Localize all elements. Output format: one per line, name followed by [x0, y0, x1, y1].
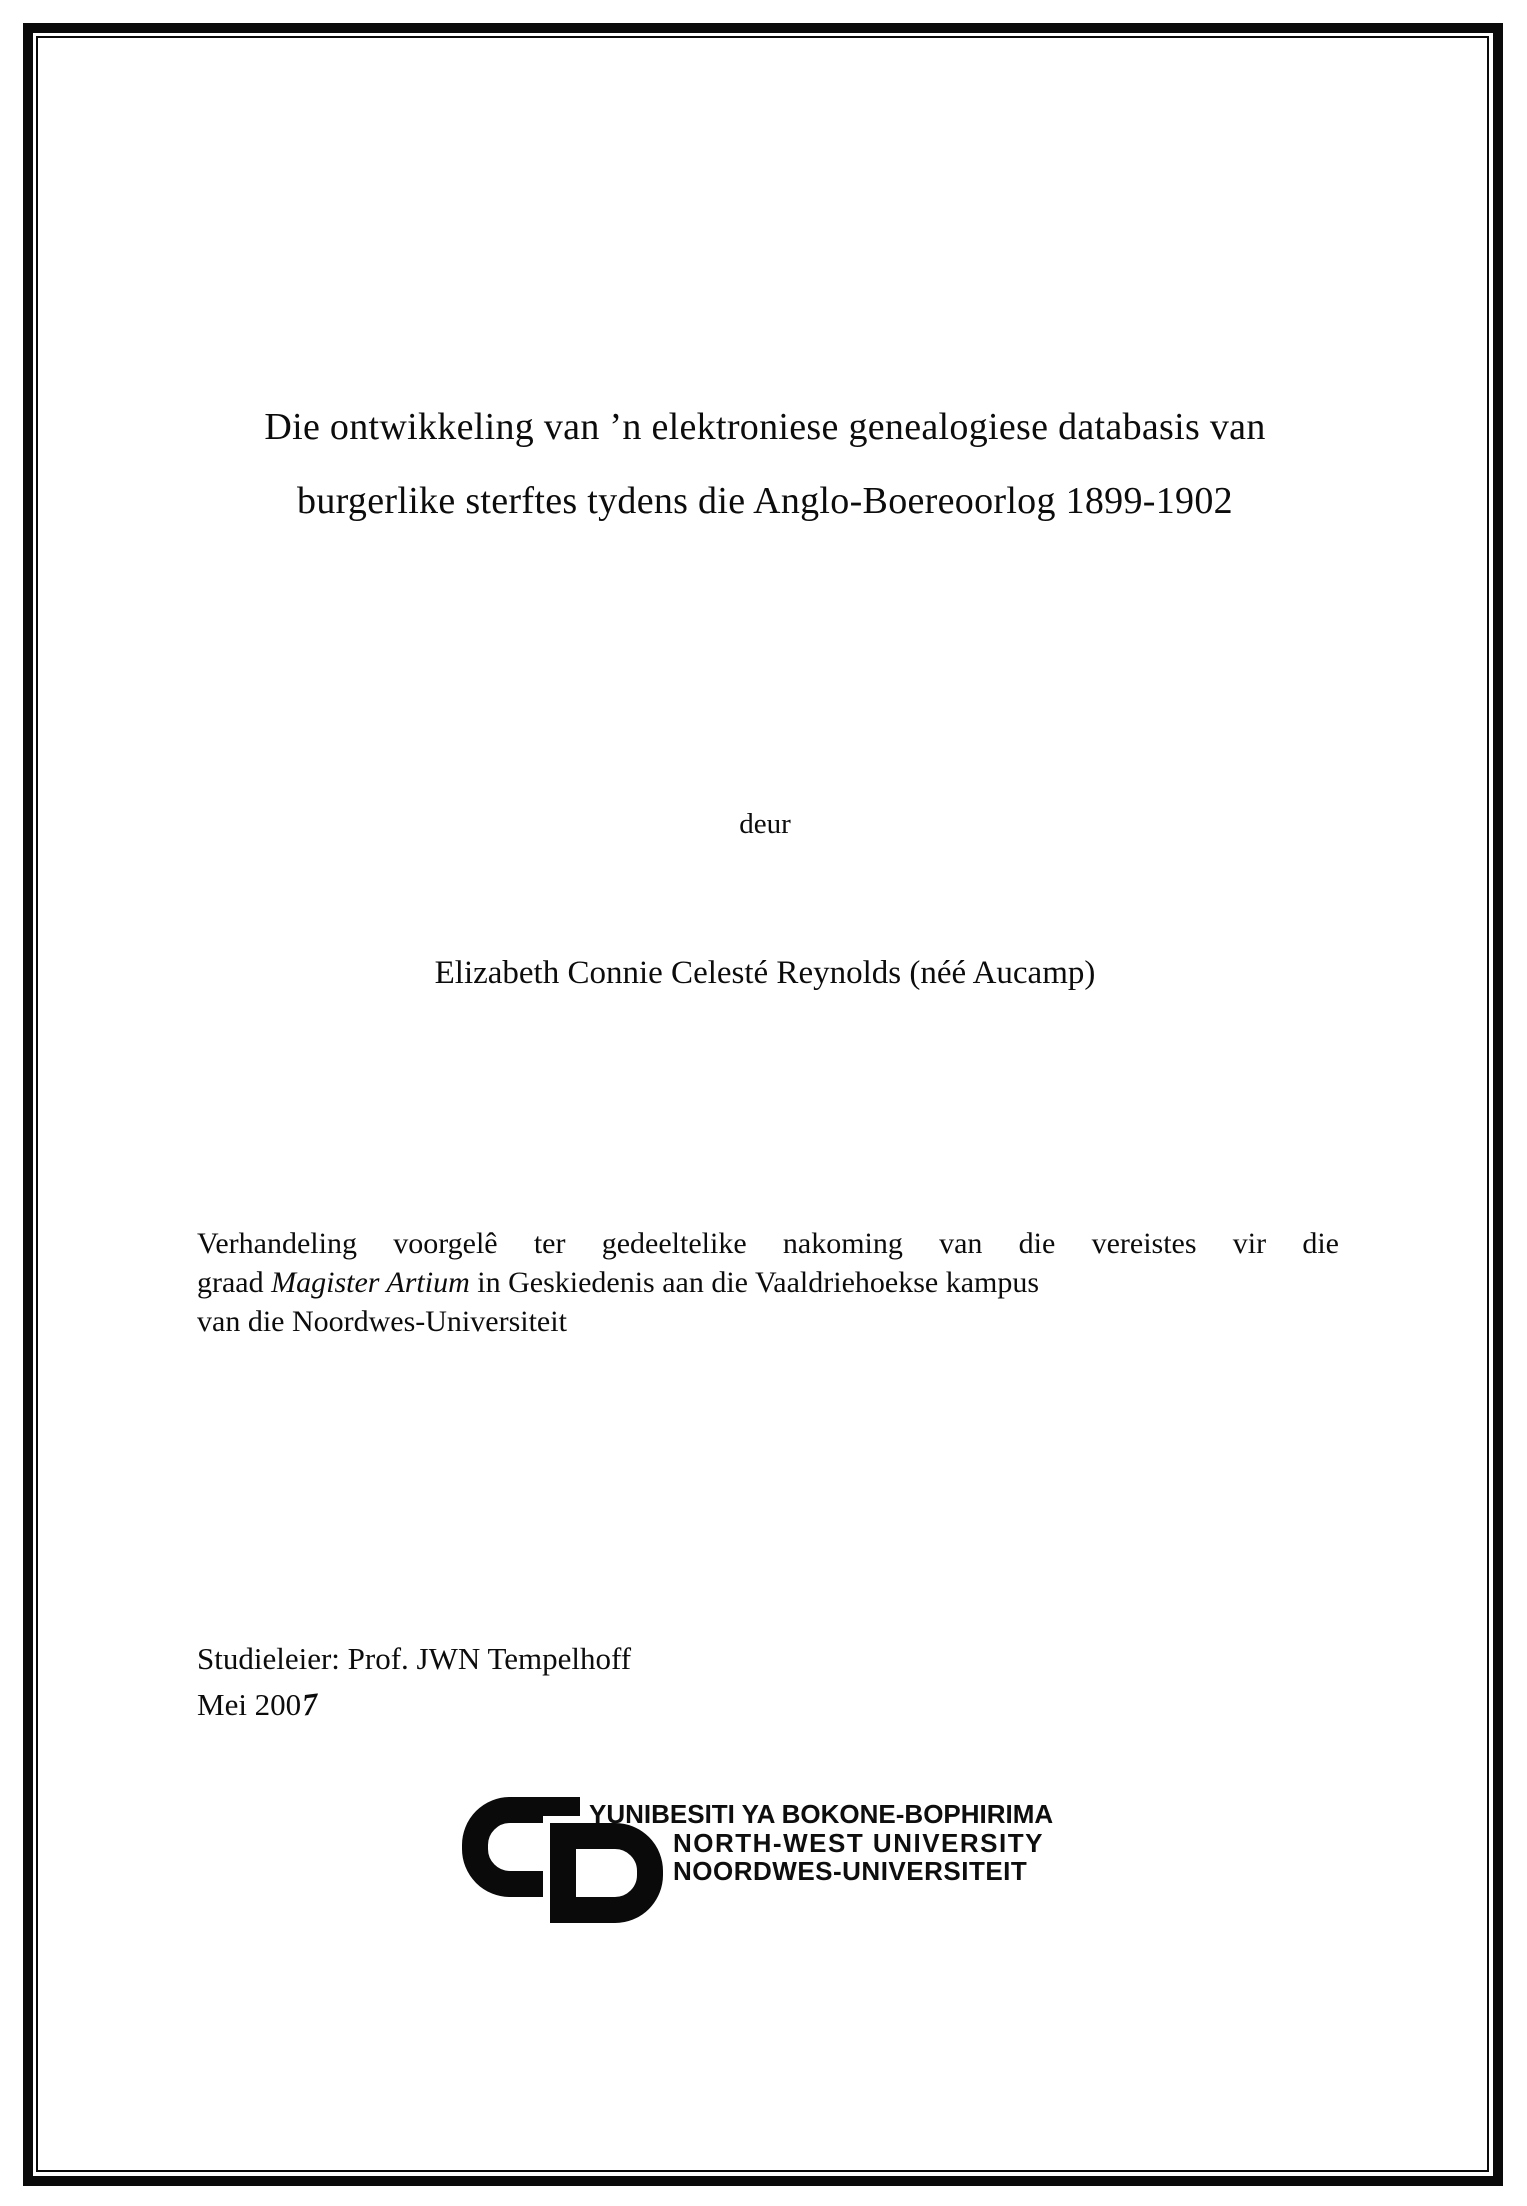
thesis-title-line-2: burgerlike sterftes tydens die Anglo-Boereoorlog 1899-1902 [297, 480, 1233, 522]
logo-line-english: NORTH-WEST UNIVERSITY [673, 1827, 1044, 1858]
degree-statement-line-2-post: in Geskiedenis aan die Vaaldriehoekse kampus [469, 1266, 1040, 1299]
nwu-logo-text [589, 1800, 1053, 1886]
logo-line-setswana: YUNIBESITI YA BOKONE-BOPHIRIMA [589, 1799, 1054, 1829]
logo-line-afrikaans: NOORDWES-UNIVERSITEIT [673, 1856, 1028, 1886]
supervisor-block [197, 1636, 631, 1728]
date-prefix: Mei 200 [197, 1687, 302, 1722]
date-final-digit: 7 [300, 1685, 320, 1724]
supervisor-line: Studieleier: Prof. JWN Tempelhoff [197, 1641, 632, 1676]
degree-statement-line-1: Verhandeling voorgelê ter gedeeltelike nakoming van die vereistes vir die [197, 1227, 1339, 1260]
degree-statement-line-2 [197, 1263, 1339, 1302]
degree-statement-line-2-pre: graad [197, 1266, 272, 1299]
author-name: Elizabeth Connie Celesté Reynolds (néé Aucamp) [434, 955, 1096, 991]
date-line [197, 1682, 631, 1728]
byline-deur: deur [739, 808, 791, 840]
degree-statement [197, 1224, 1339, 1341]
degree-name-italic: Magister Artium [271, 1266, 470, 1299]
thesis-title [190, 390, 1340, 538]
degree-statement-line-3: van die Noordwes-Universiteit [197, 1305, 567, 1338]
thesis-title-line-1: Die ontwikkeling van ’n elektroniese genealogiese databasis van [264, 406, 1266, 448]
